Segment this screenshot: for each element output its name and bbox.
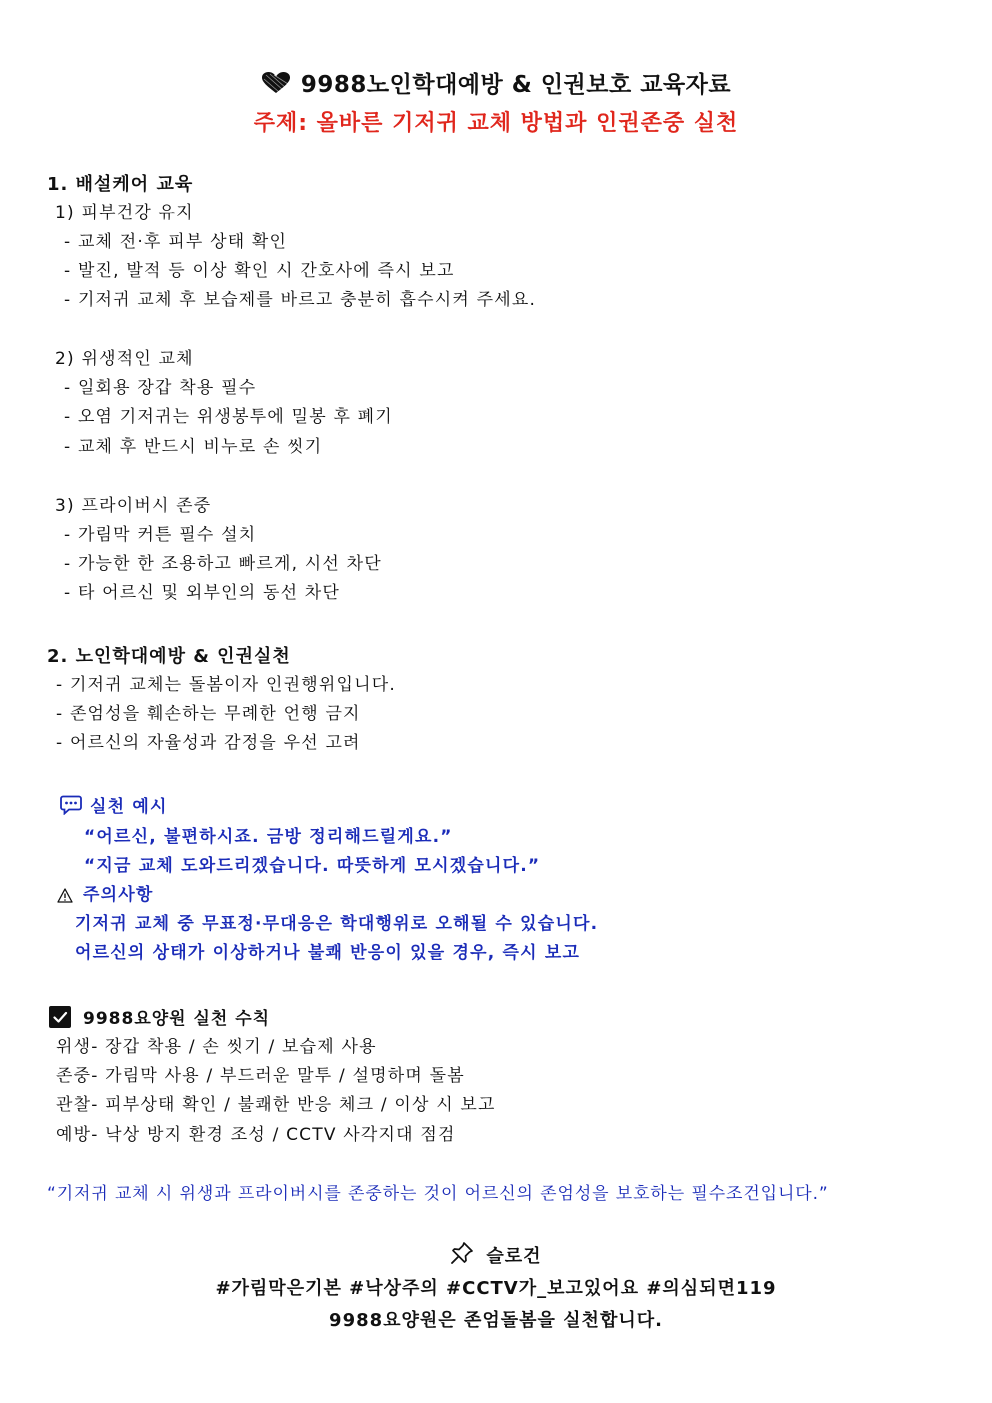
checkbox-icon xyxy=(49,1006,71,1028)
section-1-group-2-heading: 2) 위생적인 교체 xyxy=(55,349,194,369)
speech-bubble-icon xyxy=(60,795,82,821)
document-subtitle: 주제: 올바른 기저귀 교체 방법과 인권존중 실천 xyxy=(253,111,739,136)
example-title: 실천 예시 xyxy=(90,797,168,817)
caution-line: 기저귀 교체 중 무표정·무대응은 학대행위로 오해될 수 있습니다. xyxy=(75,914,599,934)
section-1-group-1-heading: 1) 피부건강 유지 xyxy=(55,203,194,223)
list-item: - 타 어르신 및 외부인의 동선 차단 xyxy=(64,583,341,603)
caution-line: 어르신의 상태가 이상하거나 불쾌 반응이 있을 경우, 즉시 보고 xyxy=(75,943,581,963)
list-item: - 어르신의 자율성과 감정을 우선 고려 xyxy=(56,733,361,753)
caution-title-row xyxy=(57,884,154,909)
heart-icon xyxy=(261,71,291,101)
closing-quote: “기저귀 교체 시 위생과 프라이버시를 존중하는 것이 어르신의 존엄성을 보호하는 필수조건입니다.” xyxy=(47,1184,829,1204)
document-title-row xyxy=(0,66,992,101)
rule-item: 예방- 낙상 방지 환경 조성 / CCTV 사각지대 점검 xyxy=(56,1125,456,1145)
slogan-closing: 9988요양원은 존엄돌봄을 실천합니다. xyxy=(329,1310,663,1331)
list-item: - 기저귀 교체는 돌봄이자 인권행위입니다. xyxy=(56,675,396,695)
document-title: 9988노인학대예방 & 인권보호 교육자료 xyxy=(300,72,732,98)
list-item: - 가림막 커튼 필수 설치 xyxy=(64,525,257,545)
list-item: - 존엄성을 훼손하는 무례한 언행 금지 xyxy=(56,704,361,724)
list-item: - 가능한 한 조용하고 빠르게, 시선 차단 xyxy=(64,554,382,574)
section-1-group-3-heading: 3) 프라이버시 존중 xyxy=(55,496,212,516)
example-title-row xyxy=(60,795,168,821)
slogan-title-row xyxy=(0,1241,992,1270)
caution-title: 주의사항 xyxy=(83,885,154,905)
rule-item: 존중- 가림막 사용 / 부드러운 말투 / 설명하며 돌봄 xyxy=(56,1066,465,1086)
example-line: “지금 교체 도와드리겠습니다. 따뜻하게 모시겠습니다.” xyxy=(84,856,541,876)
pushpin-icon xyxy=(450,1241,474,1270)
list-item: - 발진, 발적 등 이상 확인 시 간호사에 즉시 보고 xyxy=(64,261,455,281)
list-item: - 교체 후 반드시 비누로 손 씻기 xyxy=(64,437,323,457)
rule-item: 관찰- 피부상태 확인 / 불쾌한 반응 체크 / 이상 시 보고 xyxy=(56,1095,496,1115)
list-item: - 교체 전·후 피부 상태 확인 xyxy=(64,232,288,252)
warning-icon xyxy=(57,887,73,909)
list-item: - 기저귀 교체 후 보습제를 바르고 충분히 흡수시켜 주세요. xyxy=(64,290,537,310)
list-item: - 오염 기저귀는 위생봉투에 밀봉 후 폐기 xyxy=(64,407,393,427)
slogan-title: 슬로건 xyxy=(486,1246,542,1267)
rules-title: 9988요양원 실천 수칙 xyxy=(83,1009,271,1029)
list-item: - 일회용 장갑 착용 필수 xyxy=(64,378,257,398)
section-1-title: 1. 배설케어 교육 xyxy=(47,174,194,195)
example-line: “어르신, 불편하시죠. 금방 정리해드릴게요.” xyxy=(84,827,453,847)
rule-item: 위생- 장갑 착용 / 손 씻기 / 보습제 사용 xyxy=(56,1037,377,1057)
rules-title-row xyxy=(49,1004,270,1029)
section-2-title: 2. 노인학대예방 & 인권실천 xyxy=(47,646,291,667)
slogan-hashtags: #가림막은기본 #낙상주의 #CCTV가_보고있어요 #의심되면119 xyxy=(215,1278,777,1299)
